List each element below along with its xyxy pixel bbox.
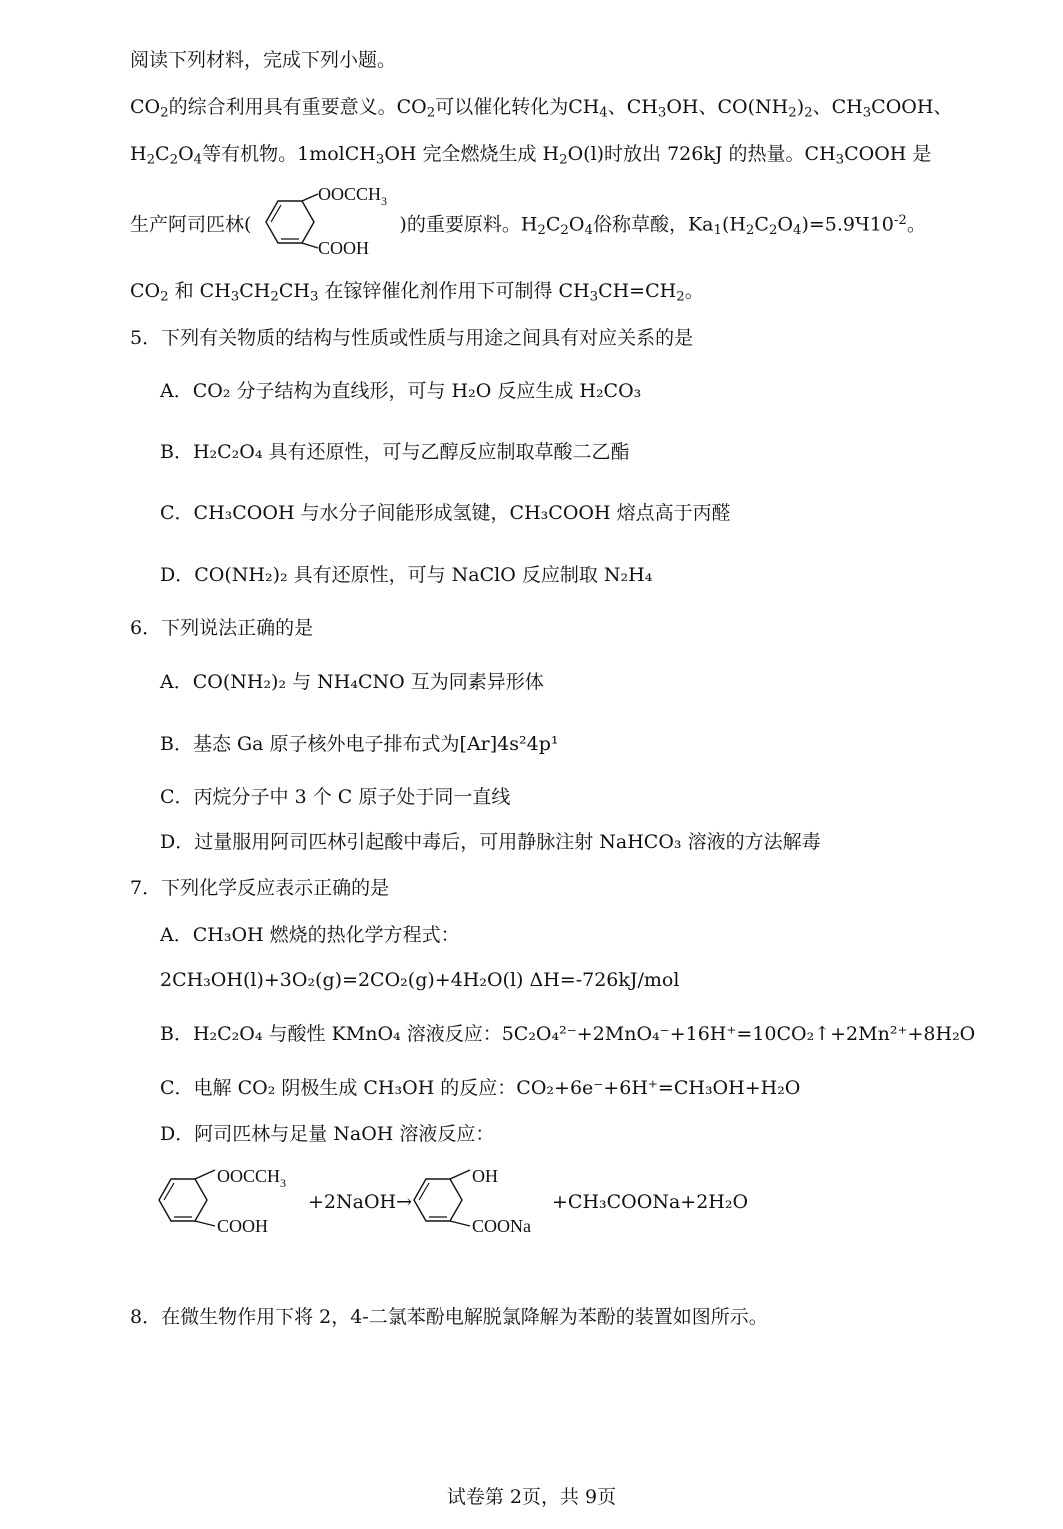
q6-option-d: D．过量服用阿司匹林引起酸中毒后，可用静脉注射 NaHCO₃ 溶液的方法解毒	[160, 831, 821, 853]
aspirin-structure	[258, 182, 418, 262]
product-top-group: OH	[472, 1166, 498, 1186]
q6-option-a: A．CO(NH₂)₂ 与 NH₄CNO 互为同素异形体	[160, 671, 544, 693]
q7-d-reagent: +2NaOH→	[308, 1191, 413, 1213]
reactant-bottom-group: COOH	[217, 1216, 269, 1236]
aspirin-bottom-group: COOH	[318, 238, 370, 258]
q5-stem: 5．下列有关物质的结构与性质或性质与用途之间具有对应关系的是	[130, 327, 694, 349]
material-line-1: $CO_2$的综合利用具有重要意义。$CO_2$可以催化转化为$CH_4$、$CH_3OH$、$CO(NH_2)_2$、$CH_3COOH$、	[130, 96, 953, 121]
material-line-2: $H_2C_2O_4$等有机物。1molCH$_3$OH 完全燃烧生成 $H_2O(l)$时放出 726kJ 的热量。$CH_3COOH$ 是	[130, 143, 932, 168]
q7-option-b: B．H₂C₂O₄ 与酸性 KMnO₄ 溶液反应：5C₂O₄²⁻+2MnO₄⁻+16H⁺=10CO₂↑+2Mn²⁺+8H₂O	[160, 1023, 976, 1045]
q5-option-c: C．CH₃COOH 与水分子间能形成氢键，CH₃COOH 熔点高于丙醛	[160, 502, 731, 524]
q7-d-products: +CH₃COONa+2H₂O	[552, 1191, 749, 1213]
salicylate-product-structure	[410, 1160, 560, 1240]
q7-option-a: A．CH₃OH 燃烧的热化学方程式：	[160, 924, 460, 946]
material-line-3: 生产阿司匹林( )的重要原料。$H_2C_2O_4$俗称草酸，$Ka_1(H_2C_2O_4)=5.9Ч10^{-2}$。	[130, 213, 926, 238]
q7-option-d: D．阿司匹林与足量 NaOH 溶液反应：	[160, 1123, 495, 1145]
reactant-top-group: $OOCCH_3$	[217, 1166, 287, 1190]
q5-option-a: A．CO₂ 分子结构为直线形，可与 H₂O 反应生成 H₂CO₃	[160, 380, 642, 402]
aspirin-reactant-structure	[155, 1160, 315, 1240]
q7-option-c: C．电解 CO₂ 阴极生成 CH₃OH 的反应：CO₂+6e⁻+6H⁺=CH₃OH+H₂O	[160, 1077, 801, 1099]
product-bottom-group: COONa	[472, 1216, 531, 1236]
q5-option-d: D．CO(NH₂)₂ 具有还原性，可与 NaClO 反应制取 N₂H₄	[160, 564, 653, 586]
q6-option-b: B．基态 Ga 原子核外电子排布式为[Ar]4s²4p¹	[160, 733, 559, 755]
material-line-4: $CO_2$ 和 $CH_3CH_2CH_3$ 在镓锌催化剂作用下可制得 $CH_3CH=CH_2$。	[130, 280, 704, 305]
q6-option-c: C．丙烷分子中 3 个 C 原子处于同一直线	[160, 786, 511, 808]
q7-stem: 7．下列化学反应表示正确的是	[130, 877, 390, 899]
q5-option-b: B．H₂C₂O₄ 具有还原性，可与乙醇反应制取草酸二乙酯	[160, 441, 630, 463]
aspirin-top-group: $OOCCH_3$	[318, 184, 388, 208]
section-heading: 阅读下列材料，完成下列小题。	[130, 49, 397, 71]
q6-stem: 6．下列说法正确的是	[130, 617, 314, 639]
q8-stem: 8．在微生物作用下将 2，4-二氯苯酚电解脱氯降解为苯酚的装置如图所示。	[130, 1306, 768, 1328]
q7-option-a-equation: 2CH₃OH(l)+3O₂(g)=2CO₂(g)+4H₂O(l) ΔH=-726kJ/mol	[160, 969, 680, 991]
page-footer: 试卷第 2页，共 9页	[446, 1486, 617, 1508]
